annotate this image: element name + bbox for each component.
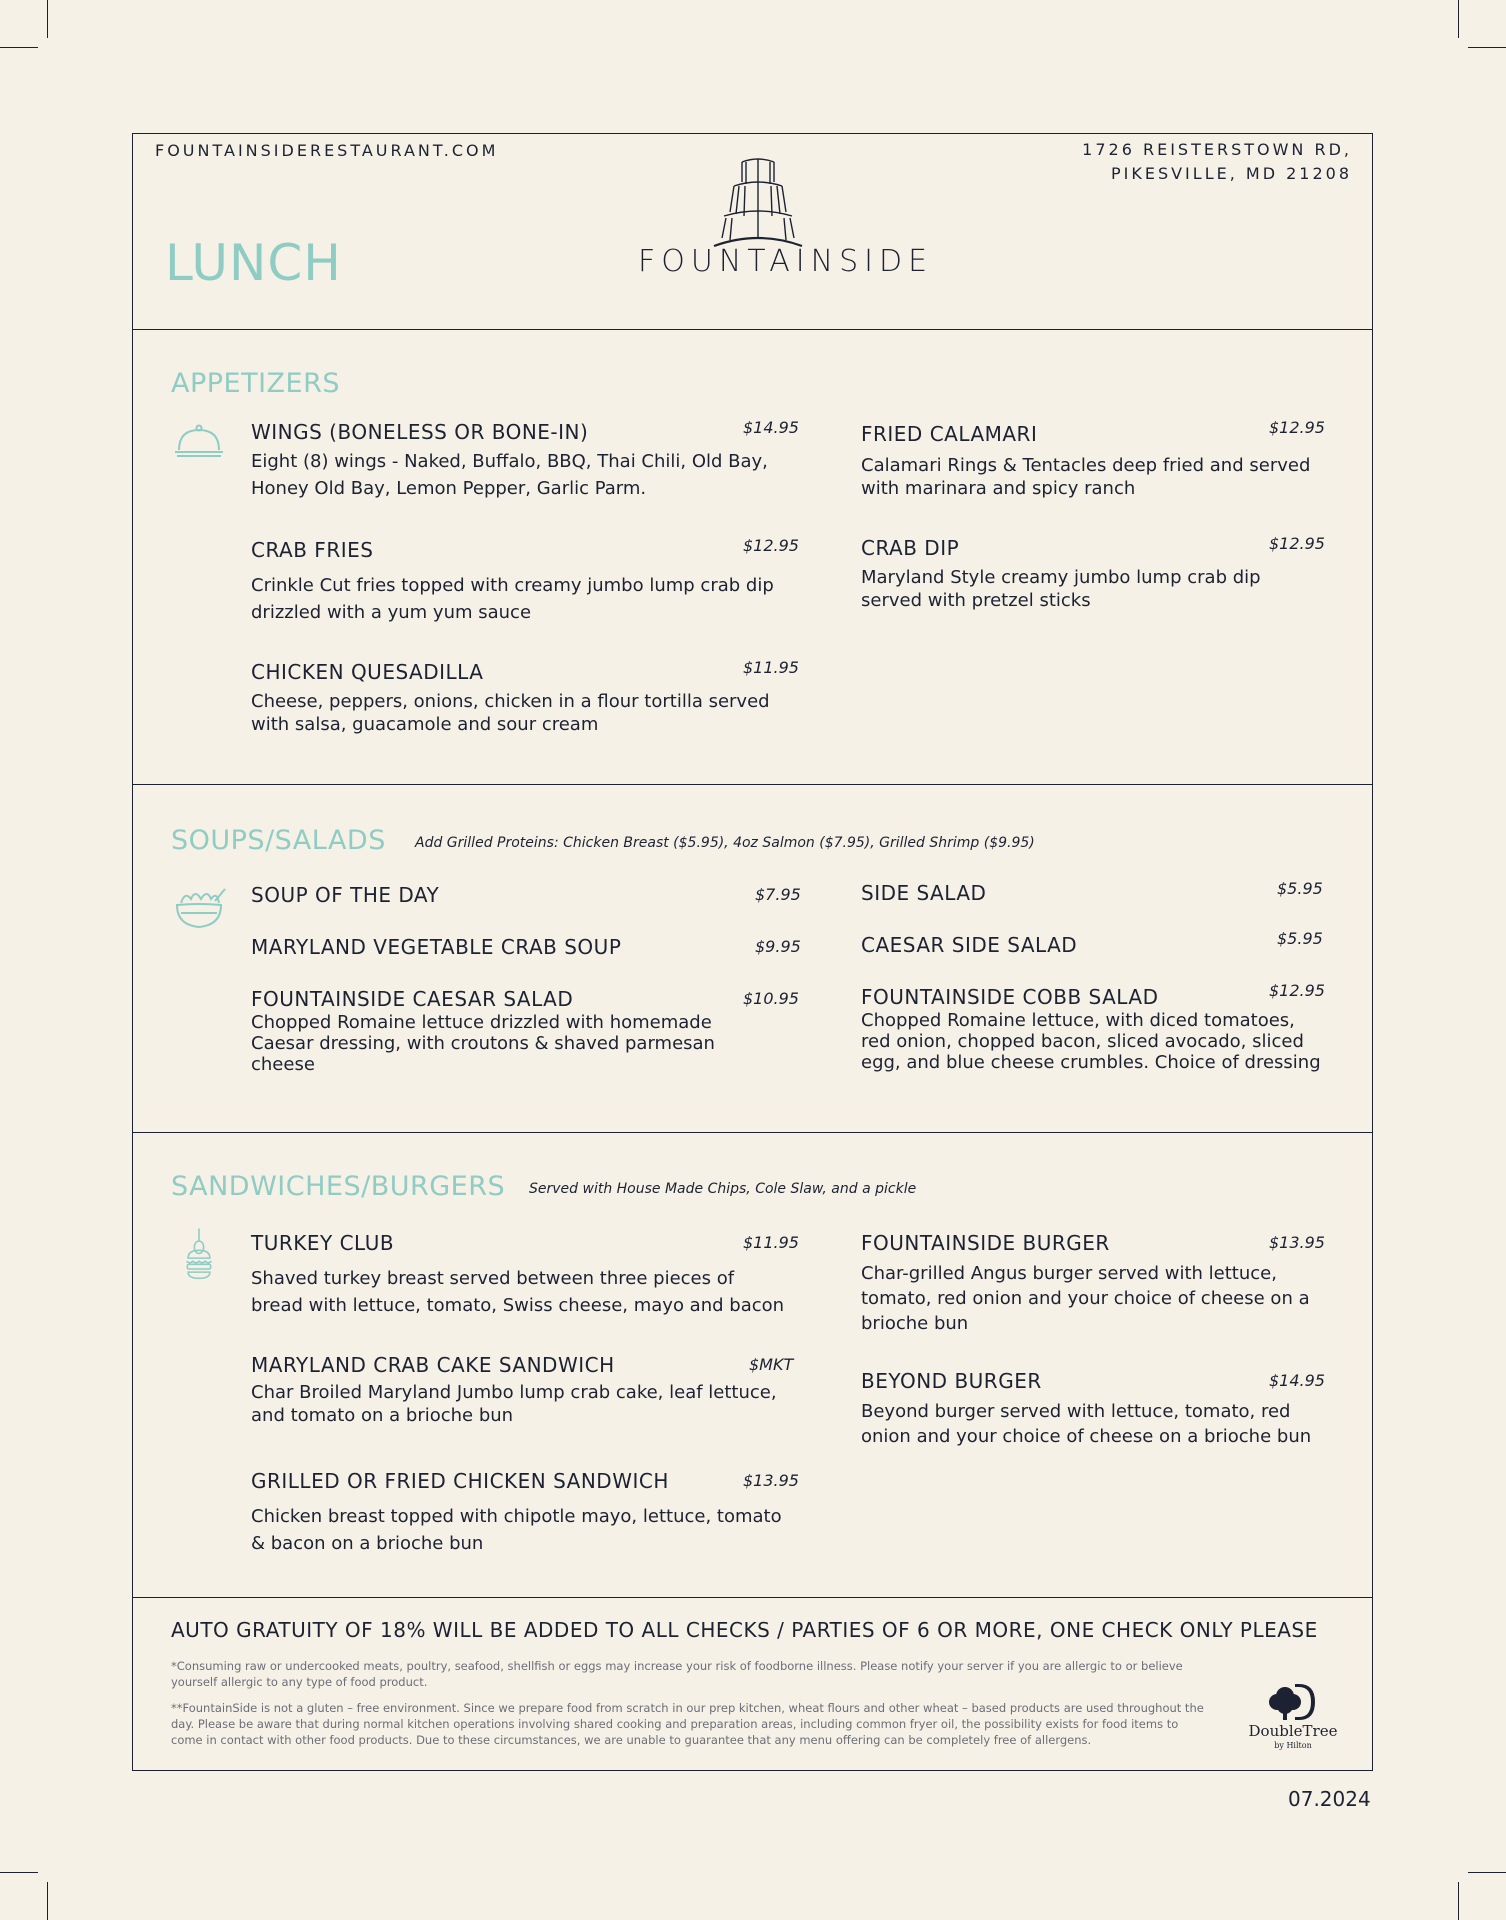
item-name: CRAB DIP	[861, 536, 960, 560]
item-name: CHICKEN QUESADILLA	[251, 660, 484, 684]
menu-item	[251, 1231, 799, 1319]
sandwiches-burgers-section	[133, 1132, 1372, 1597]
section-note: Add Grilled Proteins: Chicken Breast ($5.95), 4oz Salmon ($7.95), Grilled Shrimp ($9.95)	[415, 835, 1035, 851]
item-name: SIDE SALAD	[861, 881, 987, 905]
menu-title: LUNCH	[165, 234, 342, 292]
doubletree-logo-icon	[1233, 1678, 1353, 1758]
menu-item	[251, 1469, 799, 1557]
disclaimer-gluten: **FountainSide is not a gluten – free environment. Since we prepare food from scratch in our prep kitchen, wheat flours and other wheat – based products are used throughout the day. Please be aware that during normal kitchen operations involving shared cooking and preparation areas, including common fryer oil, the possibility exists for food items to come in contact with other food products. Due to these circumstances, we are unable to guarantee that any menu offering can be completely free of allergens.	[171, 1701, 1204, 1747]
item-description: Maryland Style creamy jumbo lump crab dip served with pretzel sticks	[861, 567, 1261, 611]
item-name: MARYLAND CRAB CAKE SANDWICH	[251, 1353, 615, 1377]
menu-item	[251, 418, 799, 502]
item-price: $11.95	[743, 1233, 799, 1252]
crop-mark	[1458, 0, 1459, 38]
section-note: Served with House Made Chips, Cole Slaw, and a pickle	[529, 1181, 917, 1197]
item-price: $12.95	[743, 536, 799, 555]
crop-mark	[1458, 1882, 1459, 1920]
item-price: $12.95	[1269, 981, 1325, 1000]
restaurant-address	[1082, 138, 1352, 186]
crop-mark	[0, 47, 38, 48]
item-name: CAESAR SIDE SALAD	[861, 933, 1078, 957]
menu-item	[251, 883, 801, 907]
burger-icon	[171, 1227, 227, 1283]
menu-item	[251, 536, 799, 626]
menu-item	[861, 981, 1325, 1073]
salad-bowl-icon	[171, 881, 227, 937]
item-name: FOUNTAINSIDE COBB SALAD	[861, 985, 1159, 1009]
item-description: Chopped Romaine lettuce, with diced tomatoes, red onion, chopped bacon, sliced avocado, sliced egg, and blue cheese crumbles. Choice of dressing	[861, 1010, 1321, 1073]
item-name: WINGS (BONELESS OR BONE-IN)	[251, 420, 589, 444]
section-title: SANDWICHES/BURGERS	[171, 1171, 506, 1202]
item-name: TURKEY CLUB	[251, 1231, 395, 1255]
item-description: Shaved turkey breast served between three pieces of bread with lettuce, tomato, Swiss cheese, mayo and bacon	[251, 1268, 785, 1316]
item-description: Calamari Rings & Tentacles deep fried and served with marinara and spicy ranch	[861, 455, 1311, 499]
edition-date: 07.2024	[1288, 1787, 1371, 1811]
item-description: Chicken breast topped with chipotle mayo, lettuce, tomato & bacon on a brioche bun	[251, 1506, 782, 1554]
item-name: BEYOND BURGER	[861, 1369, 1042, 1393]
menu-item	[251, 1353, 794, 1427]
crop-mark	[0, 1872, 38, 1873]
menu-item	[861, 418, 1325, 500]
svg-text:by Hilton: by Hilton	[1274, 1741, 1312, 1750]
item-description: Cheese, peppers, onions, chicken in a flour tortilla served with salsa, guacamole and sour cream	[251, 691, 770, 735]
section-title: APPETIZERS	[171, 368, 341, 399]
menu-item	[861, 1369, 1325, 1449]
brand-name: FOUNTAINSIDE	[638, 244, 934, 279]
item-price: $MKT	[749, 1355, 794, 1374]
item-price: $7.95	[755, 885, 801, 904]
gratuity-notice: AUTO GRATUITY OF 18% WILL BE ADDED TO ALL CHECKS / PARTIES OF 6 OR MORE, ONE CHECK ONLY PLEASE	[171, 1618, 1318, 1642]
appetizers-section	[133, 329, 1372, 784]
item-name: GRILLED OR FRIED CHICKEN SANDWICH	[251, 1469, 669, 1493]
crop-mark	[47, 1882, 48, 1920]
item-name: MARYLAND VEGETABLE CRAB SOUP	[251, 935, 622, 959]
item-price: $5.95	[1277, 929, 1323, 948]
crop-mark	[47, 0, 48, 38]
cloche-icon	[171, 418, 227, 474]
item-description: Crinkle Cut fries topped with creamy jumbo lump crab dip drizzled with a yum yum sauce	[251, 575, 774, 623]
menu-item	[251, 935, 801, 959]
item-price: $13.95	[1269, 1233, 1325, 1252]
item-price: $12.95	[1269, 418, 1325, 437]
item-description: Chopped Romaine lettuce drizzled with homemade Caesar dressing, with croutons & shaved parmesan cheese	[251, 1012, 715, 1075]
crop-mark	[1468, 47, 1506, 48]
item-price: $10.95	[743, 989, 799, 1008]
item-name: FOUNTAINSIDE CAESAR SALAD	[251, 987, 574, 1011]
item-name: SOUP OF THE DAY	[251, 883, 440, 907]
section-title: SOUPS/SALADS	[171, 825, 386, 856]
item-description: Char-grilled Angus burger served with lettuce, tomato, red onion and your choice of cheese on a brioche bun	[861, 1263, 1310, 1334]
menu-item	[861, 1231, 1325, 1336]
menu-frame	[132, 133, 1373, 1771]
disclaimer-raw-food: *Consuming raw or undercooked meats, poultry, seafood, shellfish or eggs may increase your risk of foodborne illness. Please notify your server if you are allergic to or believe yourself allergic to any type of food product.	[171, 1659, 1183, 1689]
item-price: $14.95	[743, 418, 799, 437]
item-description: Char Broiled Maryland Jumbo lump crab cake, leaf lettuce, and tomato on a brioche bun	[251, 1382, 777, 1426]
menu-footer	[133, 1597, 1372, 1772]
item-price: $9.95	[755, 937, 801, 956]
item-name: FRIED CALAMARI	[861, 422, 1038, 446]
address-line-1: 1726 REISTERSTOWN RD,	[1082, 140, 1352, 159]
menu-item	[251, 658, 799, 736]
crop-mark	[1468, 1872, 1506, 1873]
item-price: $14.95	[1269, 1371, 1325, 1390]
item-description: Eight (8) wings - Naked, Buffalo, BBQ, Thai Chili, Old Bay, Honey Old Bay, Lemon Pepper, Garlic Parm.	[251, 451, 768, 499]
item-description: Beyond burger served with lettuce, tomato, red onion and your choice of cheese on a brioche bun	[861, 1401, 1312, 1447]
menu-item	[861, 534, 1325, 612]
item-name: CRAB FRIES	[251, 538, 374, 562]
svg-text:DoubleTree: DoubleTree	[1248, 1722, 1338, 1740]
menu-item	[861, 881, 1321, 905]
menu-item	[861, 929, 1323, 957]
item-price: $12.95	[1269, 534, 1325, 553]
item-price: $5.95	[1277, 879, 1323, 898]
item-price: $13.95	[743, 1471, 799, 1490]
item-name: FOUNTAINSIDE BURGER	[861, 1231, 1110, 1255]
website-link[interactable]: FOUNTAINSIDERESTAURANT.COM	[155, 141, 499, 160]
menu-item	[251, 987, 799, 1075]
soups-salads-section	[133, 784, 1372, 1132]
address-line-2: PIKESVILLE, MD 21208	[1110, 164, 1352, 183]
menu-header	[133, 134, 1372, 329]
item-price: $11.95	[743, 658, 799, 677]
